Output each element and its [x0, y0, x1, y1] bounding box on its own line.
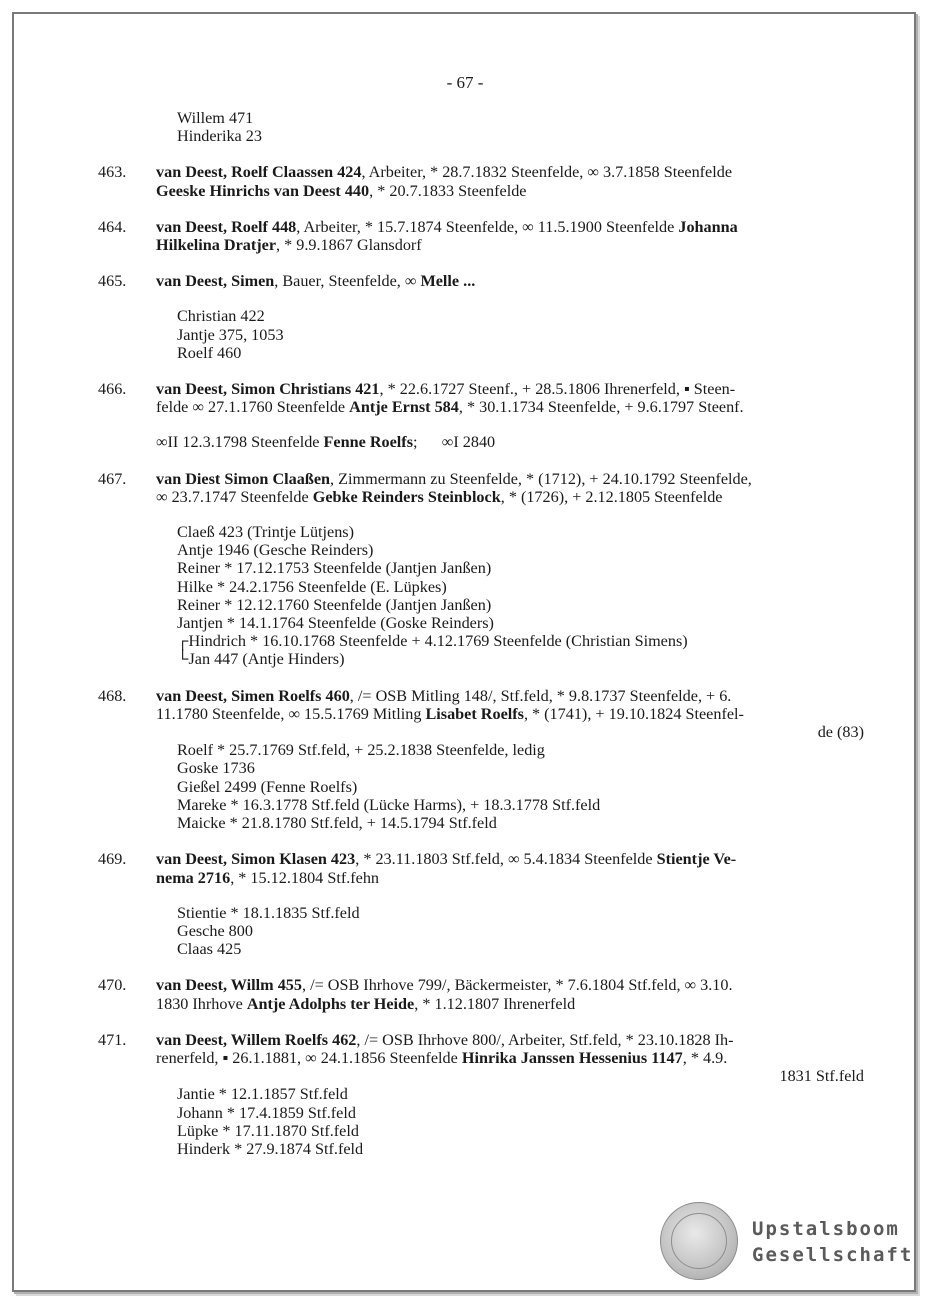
- person-name: Geeske Hinrichs van Deest 440: [156, 181, 370, 200]
- entry-line: [156, 1031, 868, 1049]
- entry-detail: , * 23.11.1803 Stf.feld, ∞ 5.4.1834 Steenfelde: [355, 850, 657, 869]
- child-line: Jantie * 12.1.1857 Stf.feld: [177, 1085, 348, 1104]
- entry: [98, 976, 868, 1012]
- child-line: Christian 422: [177, 307, 265, 326]
- child-line: Roelf * 25.7.1769 Stf.feld, + 25.2.1838 Steenfelde, ledig: [177, 741, 545, 760]
- entry-line: [156, 687, 868, 705]
- person-name: Gebke Reinders Steinblock: [312, 487, 501, 506]
- entry-line: [156, 488, 868, 506]
- entry-line-right: 1831 Stf.feld: [779, 1067, 864, 1086]
- entry-detail: , /= OSB Ihrhove 799/, Bäckermeister, * 7.6.1804 Stf.feld, ∞ 3.10.: [302, 976, 733, 995]
- entry-detail: , * 15.12.1804 Stf.fehn: [230, 868, 380, 887]
- entry-number: 465.: [98, 272, 127, 291]
- child-line: Willem 471: [177, 109, 254, 127]
- person-name: van Deest, Simen: [156, 272, 275, 291]
- entry-line-right: de (83): [817, 723, 864, 742]
- society-name: [752, 1216, 912, 1268]
- person-name: van Deest, Simen Roelfs 460: [156, 686, 350, 705]
- child-line: Reiner * 12.12.1760 Steenfelde (Jantjen Janßen): [177, 595, 492, 614]
- person-name: van Deest, Willm 455: [156, 976, 302, 995]
- lead-children: [98, 109, 868, 145]
- child-line: Stientie * 18.1.1835 Stf.feld: [177, 903, 360, 922]
- entry-line: [156, 182, 868, 200]
- entry-marriage-note: [98, 433, 868, 451]
- genealogy-content: [98, 109, 868, 1158]
- entry-detail: , /= OSB Mitling 148/, Stf.feld, * 9.8.1737 Steenfelde, + 6.: [349, 686, 732, 705]
- entry: [98, 163, 868, 199]
- entry-number: 469.: [98, 850, 127, 869]
- child-line: └Jan 447 (Antje Hinders): [177, 650, 345, 669]
- entry-number: 466.: [98, 380, 127, 399]
- child-line: Claeß 423 (Trintje Lütjens): [177, 523, 354, 542]
- entry-text: [156, 687, 868, 742]
- entry-line: [156, 163, 868, 181]
- person-name: van Deest, Willem Roelfs 462: [156, 1030, 357, 1049]
- person-name: van Deest, Roelf Claassen 424: [156, 163, 362, 182]
- entry-line: [156, 850, 868, 868]
- entry-text: [156, 850, 868, 886]
- entry-line: [156, 470, 868, 488]
- children-list: [98, 307, 868, 362]
- entry-number: 468.: [98, 686, 127, 705]
- entry: [98, 218, 868, 254]
- entry-number: 467.: [98, 469, 127, 488]
- entry-detail: 11.1780 Steenfelde, ∞ 15.5.1769 Mitling: [156, 704, 426, 723]
- entry-number: 463.: [98, 163, 127, 182]
- children-list: [98, 1085, 868, 1158]
- seal-inner-ring: [671, 1213, 727, 1269]
- entry-detail: , Zimmermann zu Steenfelde, * (1712), + 24.10.1792 Steenfelde,: [330, 469, 752, 488]
- entry-text: [156, 272, 868, 290]
- entry-text: [156, 380, 868, 416]
- child-line: Jantjen * 14.1.1764 Steenfelde (Goske Reinders): [177, 614, 494, 633]
- entry-line: [156, 380, 868, 398]
- entry-detail: ∞ 23.7.1747 Steenfelde: [156, 487, 313, 506]
- entry: [98, 380, 868, 416]
- entry-detail: ∞II 12.3.1798 Steenfelde: [156, 433, 324, 452]
- entry-detail: , Arbeiter, * 28.7.1832 Steenfelde, ∞ 3.7.1858 Steenfelde: [361, 163, 733, 182]
- child-line: Gießel 2499 (Fenne Roelfs): [177, 777, 358, 796]
- child-line: Hinderika 23: [177, 127, 262, 146]
- entry-text: [156, 218, 868, 254]
- entry: [98, 272, 868, 290]
- person-name: Hilkelina Dratjer: [156, 236, 277, 255]
- child-line: Jantje 375, 1053: [177, 325, 284, 344]
- person-name: Antje Ernst 584: [349, 398, 459, 417]
- child-line: Antje 1946 (Gesche Reinders): [177, 541, 374, 560]
- person-name: Stientje Ve-: [656, 850, 737, 869]
- child-line: Hilke * 24.2.1756 Steenfelde (E. Lüpkes): [177, 577, 447, 596]
- entry-line: [156, 398, 868, 416]
- person-name: Johanna: [678, 217, 738, 236]
- person-name: van Deest, Simon Klasen 423: [156, 850, 356, 869]
- entry: [98, 850, 868, 886]
- child-line: Lüpke * 17.11.1870 Stf.feld: [177, 1121, 359, 1140]
- person-name: van Deest, Roelf 448: [156, 217, 297, 236]
- entry-detail: , * 9.9.1867 Glansdorf: [276, 236, 422, 255]
- entry-text: [156, 470, 868, 506]
- entry-text: [156, 163, 868, 199]
- entry-number: 464.: [98, 217, 127, 236]
- person-name: van Deest, Simon Christians 421: [156, 380, 380, 399]
- entry-line: [156, 236, 868, 254]
- child-line: Reiner * 17.12.1753 Steenfelde (Jantjen Janßen): [177, 559, 492, 578]
- person-name: Fenne Roelfs: [323, 433, 413, 452]
- entry-detail: , * 30.1.1734 Steenfelde, + 9.6.1797 Steenf.: [458, 398, 744, 417]
- person-name: Antje Adolphs ter Heide: [246, 994, 415, 1013]
- entry-detail: , * 4.9.: [682, 1048, 728, 1067]
- person-name: Lisabet Roelfs: [425, 704, 524, 723]
- person-name: Melle ...: [420, 272, 476, 291]
- society-name-line2: Gesellschaft: [752, 1244, 914, 1266]
- entry-detail: ; ∞I 2840: [413, 433, 496, 452]
- entry-line: [156, 433, 868, 451]
- entry: [98, 470, 868, 506]
- child-line: Hinderk * 27.9.1874 Stf.feld: [177, 1139, 364, 1158]
- entry-detail: , * (1726), + 2.12.1805 Steenfelde: [500, 487, 723, 506]
- child-line: Johann * 17.4.1859 Stf.feld: [177, 1103, 356, 1122]
- child-line: Gesche 800: [177, 921, 253, 940]
- entry-line: [156, 272, 868, 290]
- entry-text: [156, 976, 868, 1012]
- child-line: Maicke * 21.8.1780 Stf.feld, + 14.5.1794 Stf.feld: [177, 814, 497, 833]
- child-line: Mareke * 16.3.1778 Stf.feld (Lücke Harms), + 18.3.1778 Stf.feld: [177, 795, 601, 814]
- entry-detail: 1830 Ihrhove: [156, 994, 247, 1013]
- page-number: - 67 -: [446, 73, 484, 92]
- person-name: nema 2716: [156, 868, 231, 887]
- entry-number: 471.: [98, 1030, 127, 1049]
- entry-detail: felde ∞ 27.1.1760 Steenfelde: [156, 398, 350, 417]
- entry-detail: , Arbeiter, * 15.7.1874 Steenfelde, ∞ 11.5.1900 Steenfelde: [296, 217, 679, 236]
- children-list: [98, 904, 868, 959]
- entry-detail: , /= OSB Ihrhove 800/, Arbeiter, Stf.feld, * 23.10.1828 Ih-: [356, 1030, 734, 1049]
- entry-detail: , * 20.7.1833 Steenfelde: [369, 181, 527, 200]
- child-line: Goske 1736: [177, 759, 255, 778]
- entry-line: [156, 976, 868, 994]
- entry-text: [156, 1031, 868, 1086]
- entry: [98, 687, 868, 742]
- entry-detail: , * 1.12.1807 Ihrenerfeld: [414, 994, 576, 1013]
- person-name: van Diest Simon Claaßen: [156, 469, 331, 488]
- child-line: Claas 425: [177, 940, 242, 959]
- entry-line: [156, 995, 868, 1013]
- entry: [98, 1031, 868, 1086]
- child-line: ┌Hindrich * 16.10.1768 Steenfelde + 4.12.1769 Steenfelde (Christian Simens): [177, 632, 688, 651]
- person-name: Hinrika Janssen Hessenius 1147: [461, 1048, 683, 1067]
- entry-line: [156, 218, 868, 236]
- entry-detail: , * 22.6.1727 Steenf., + 28.5.1806 Ihrenerfeld, ▪ Steen-: [379, 380, 736, 399]
- entry-number: 470.: [98, 976, 127, 995]
- society-name-line1: Upstalsboom: [752, 1218, 900, 1240]
- entry-detail: , Bauer, Steenfelde, ∞: [274, 272, 421, 291]
- entry-line: [156, 1049, 868, 1067]
- child-line: Roelf 460: [177, 343, 242, 362]
- entry-line: [156, 705, 868, 723]
- entry-line: [156, 869, 868, 887]
- children-list: [98, 523, 868, 669]
- seal-icon: [660, 1202, 738, 1280]
- children-list: [98, 741, 868, 832]
- entry-detail: , * (1741), + 19.10.1824 Steenfel-: [523, 704, 744, 723]
- entry-detail: renerfeld, ▪ 26.1.1881, ∞ 24.1.1856 Steenfelde: [156, 1048, 462, 1067]
